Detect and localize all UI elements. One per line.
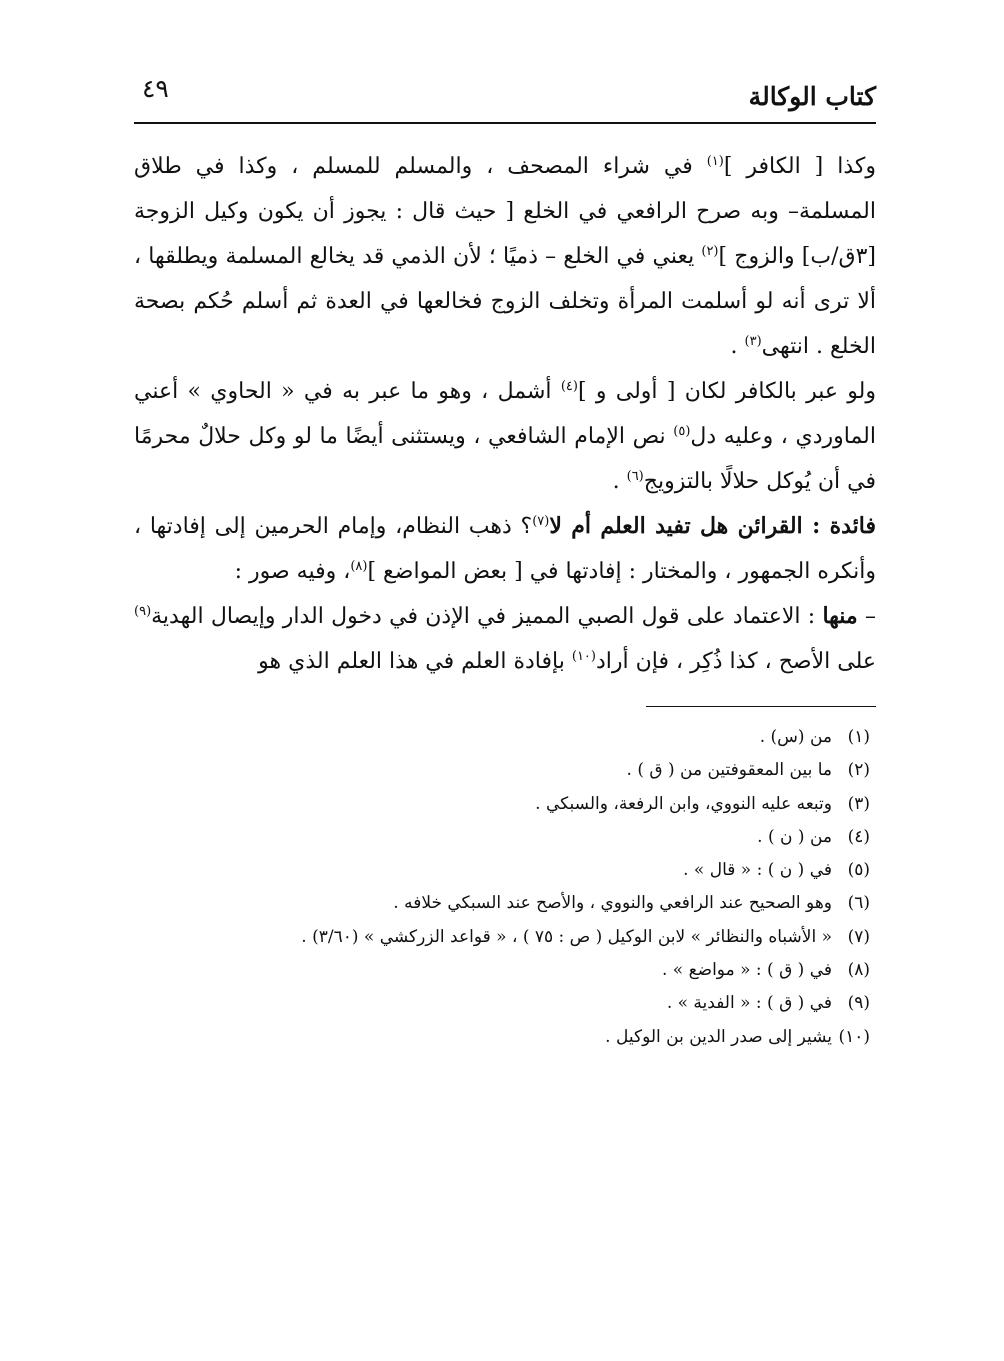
footnote-text: « الأشباه والنظائر » لابن الوكيل ( ص : ٧٥ ) ، « قواعد الزركشي » (٣/٦٠) . [301, 926, 832, 947]
footnote-number: (١٠) [838, 1026, 870, 1047]
footnote [134, 854, 870, 887]
footnote-ref: (٢) [701, 244, 719, 259]
footnote [134, 721, 870, 754]
bold-heading: فائدة : القرائن هل تفيد العلم أم لا [549, 513, 876, 539]
footnote-ref: (٣) [744, 334, 762, 349]
chapter-title: كتاب الوكالة [748, 82, 876, 111]
paragraph [134, 369, 876, 504]
text-span: نص الإمام الشافعي ، ويستثنى أيضًا ما لو وكل حلالٌ محرمًا في أن يُوكل حلالًا بالتزويج [134, 424, 876, 494]
text-span: على الأصح ، كذا ذُكِر ، فإن أراد [595, 649, 876, 674]
text-span: – [857, 604, 876, 629]
footnote [134, 821, 870, 854]
paragraph [134, 504, 876, 594]
text-span: : الاعتماد على قول الصبي المميز في الإذن في دخول الدار وإيصال الهدية [151, 604, 823, 629]
book-page [134, 70, 876, 1054]
footnote-ref: (٧) [532, 514, 550, 529]
footnote-text: ما بين المعقوفتين من ( ق ) . [626, 760, 832, 781]
text-span: بإفادة العلم في هذا العلم الذي هو [258, 649, 572, 674]
text-span: . [612, 469, 627, 494]
footnote-ref: (١) [706, 154, 724, 169]
footnote-number: (٧) [847, 926, 870, 947]
text-span: ولو عبر بالكافر لكان [ أولى و ] [577, 379, 876, 404]
footnote-number: (٢) [847, 760, 870, 781]
text-span: ، وفيه صور : [234, 559, 351, 584]
footnote-ref: (١٠) [571, 649, 596, 664]
text-span: يعني في الخلع – ذميًا ؛ لأن الذمي قد يخالع المسلمة ويطلقها ، ألا ترى أنه لو أسلمت المرأة وتخلف الزوج فخالعها في العدة ثم أسلم حُكم بصحة الخلع . انتهى [134, 244, 876, 359]
text-span: ؟ ذهب النظام، وإمام الحرمين إلى إفادتها ، وأنكره الجمهور ، والمختار : إفادتها في [ بعض المواضع ] [134, 514, 876, 584]
text-span: في شراء المصحف ، والمسلم للمسلم ، وكذا في طلاق المسلمة– وبه صرح الرافعي في الخلع [ حيث قال : يجوز أن يكون وكيل الزوجة [٣ق/ب] والزوج ] [134, 154, 877, 269]
footnote-number: (٥) [847, 860, 870, 881]
footnote-text: وتبعه عليه النووي، وابن الرفعة، والسبكي . [535, 793, 832, 814]
footnote-ref: (٩) [134, 604, 152, 619]
footnote [134, 987, 870, 1020]
footnote [134, 887, 870, 920]
bold-heading: منها [822, 603, 858, 629]
footnote-number: (٨) [847, 960, 870, 981]
footnote-number: (٤) [847, 826, 870, 847]
page-number: ٤٩ [142, 74, 169, 103]
footnote-text: في ( ق ) : « مواضع » . [661, 960, 832, 981]
main-text [134, 144, 876, 684]
footnote-number: (٣) [847, 793, 870, 814]
footnotes [134, 721, 876, 1054]
page-header [134, 70, 876, 124]
footnote [134, 754, 870, 787]
footnote-ref: (٨) [350, 559, 368, 574]
footnote-text: وهو الصحيح عند الرافعي والنووي ، والأصح عند السبكي خلافه . [393, 893, 832, 914]
footnote-text: في ( ق ) : « الفدية » . [666, 993, 832, 1014]
paragraph [134, 144, 876, 369]
footnote-text: من (س) . [759, 727, 832, 747]
footnote [134, 1021, 870, 1054]
footnote [134, 788, 870, 821]
footnote-ref: (٦) [626, 469, 644, 484]
footnote-separator [646, 706, 876, 707]
footnote-number: (٦) [847, 893, 870, 914]
footnote [134, 954, 870, 987]
footnote-number: (١) [847, 727, 870, 747]
footnote-text: من ( ن ) . [757, 826, 832, 847]
footnote-ref: (٤) [560, 379, 578, 394]
footnote-text: يشير إلى صدر الدين بن الوكيل . [605, 1026, 832, 1047]
text-span: وكذا [ الكافر ] [723, 154, 876, 179]
paragraph [134, 594, 876, 684]
footnote-number: (٩) [847, 993, 870, 1014]
footnote-ref: (٥) [673, 424, 691, 439]
footnote-text: في ( ن ) : « قال » . [683, 860, 832, 881]
text-span: . [730, 334, 745, 359]
footnote [134, 921, 870, 954]
text-span: أشمل ، وهو ما عبر به في « الحاوي » أعني الماوردي ، وعليه دل [134, 379, 876, 449]
